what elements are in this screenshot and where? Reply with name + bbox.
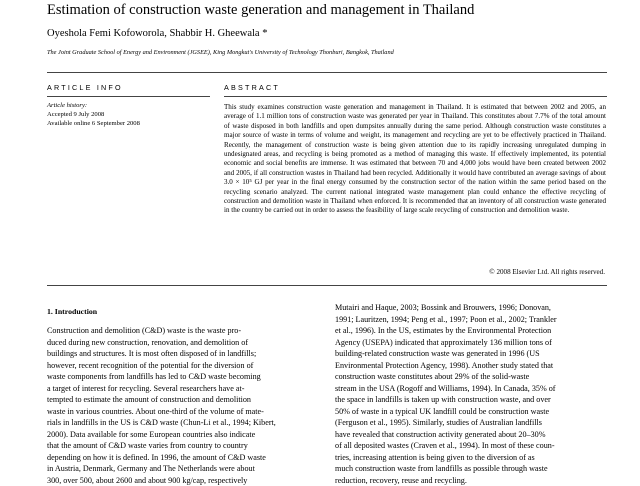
body-text-line: et al., 1996). In the US, estimates by the Environmental Protection [335, 325, 608, 337]
body-text-line: waste components from landfills has led to C&D waste becoming [47, 371, 322, 383]
body-text-line: however, recent recognition of the potential for the diversion of [47, 360, 322, 372]
body-text-line: Environmental Protection Agency, 1998). Another study stated that [335, 360, 608, 372]
body-text-line: 300, over 500, about 2600 and about 900 kg/cap, respectively [47, 475, 322, 486]
body-text-line: waste in various countries. About one-third of the volume of mate- [47, 406, 322, 418]
intro-right-column [335, 302, 608, 486]
body-text-line: of all deposited wastes (Craven et al., 1994). In most of these coun- [335, 440, 608, 452]
affiliation: The Joint Graduate School of Energy and Environment (JGSEE), King Mongkut's University of Technology Thonburi, Bangkok, Thailand [47, 49, 394, 56]
abstract-divider [224, 96, 607, 97]
body-text-line: buildings and structures. It is most often disposed of in landfills; [47, 348, 322, 360]
body-text-line: much construction waste from landfills as possible through waste [335, 463, 608, 475]
body-divider [47, 285, 607, 286]
body-text-line: have revealed that construction activity generated about 20–30% [335, 429, 608, 441]
body-text-line: depending on how it is defined. In 1996, the amount of C&D waste [47, 452, 322, 464]
body-text-line: duced during new construction, renovation, and demolition of [47, 337, 322, 349]
body-text-line: a target of interest for recycling. Several researchers have at- [47, 383, 322, 395]
history-label: Article history: [47, 101, 87, 110]
body-text-line: reduction, recovery, reuse and recycling. [335, 475, 608, 486]
body-text-line: (Ferguson et al., 1995). Similarly, studies of Australian landfills [335, 417, 608, 429]
copyright-notice: © 2008 Elsevier Ltd. All rights reserved. [489, 268, 605, 276]
article-info-divider [47, 96, 210, 97]
body-text-line: the space in landfills is taken up with construction waste, and over [335, 394, 608, 406]
body-text-line: rials in landfills in the US is C&D waste (Chun-Li et al., 1994; Kibert, [47, 417, 322, 429]
body-text-line: in Austria, Denmark, Germany and The Netherlands were about [47, 463, 322, 475]
body-text-line: stream in the USA (Rogoff and Williams, 1994). In Canada, 35% of [335, 383, 608, 395]
body-text-line: 1991; Lauritzen, 1994; Peng et al., 1997; Poon et al., 2002; Trankler [335, 314, 608, 326]
paper-title: Estimation of construction waste generation and management in Thailand [47, 2, 474, 19]
body-text-line: that the amount of C&D waste varies from country to country [47, 440, 322, 452]
body-text-line: 2000). Data available for some European countries also indicate [47, 429, 322, 441]
body-text-line: tries, increasing attention is being given to the diversion of as [335, 452, 608, 464]
intro-left-column [47, 325, 322, 486]
body-text-line: 50% of waste in a typical UK landfill could be construction waste [335, 406, 608, 418]
online-date: Available online 6 September 2008 [47, 119, 140, 128]
body-text-line: building-related construction waste was generated in 1996 (US [335, 348, 608, 360]
body-text-line: Agency (USEPA) indicated that approximately 136 million tons of [335, 337, 608, 349]
article-info-heading: ARTICLE INFO [47, 83, 123, 92]
author-list: Oyeshola Femi Kofoworola, Shabbir H. Gheewala * [47, 28, 267, 39]
body-text-line: Mutairi and Haque, 2003; Bossink and Brouwers, 1996; Donovan, [335, 302, 608, 314]
abstract-heading: ABSTRACT [224, 83, 280, 92]
abstract-text: This study examines construction waste generation and management in Thailand. It is estimated that between 2002 and 2005, an average of 1.1 million tons of construction waste was generated per year in Thailand. This constitutes about 7.7% of the total amount of waste disposed in both landfills and open dumpsites annually during the same period. Although construction waste constitutes a major source of waste in terms of volume and weight, its management and recycling are yet to be effectively practiced in Thailand. Recently, the management of construction waste is being given attention due to its rapidly increasing unregulated dumping in undesignated areas, and recycling is being promoted as a method of managing this waste. If effectively implemented, its potential economic and social benefits are immense. It was estimated that between 70 and 4,000 jobs would have been created between 2002 and 2005, if all construction wastes in Thailand had been recycled. Additionally it would have contributed an average savings of about 3.0 × 10⁵ GJ per year in the final energy consumed by the construction sector of the nation within the same period based on the recycling scenario analyzed. The current national integrated waste management plan could enhance the effective recycling of construction and demolition waste in Thailand when enforced. It is recommended that an inventory of all construction waste generated in the country be carried out in order to assess the feasibility of large scale recycling of construction and demolition waste. [224, 103, 606, 216]
section-heading-introduction: 1. Introduction [47, 307, 97, 316]
header-divider [47, 72, 607, 73]
body-text-line: construction waste constitutes about 29% of the solid-waste [335, 371, 608, 383]
accepted-date: Accepted 9 July 2008 [47, 110, 104, 119]
body-text-line: tempted to estimate the amount of construction and demolition [47, 394, 322, 406]
body-text-line: Construction and demolition (C&D) waste is the waste pro- [47, 325, 322, 337]
